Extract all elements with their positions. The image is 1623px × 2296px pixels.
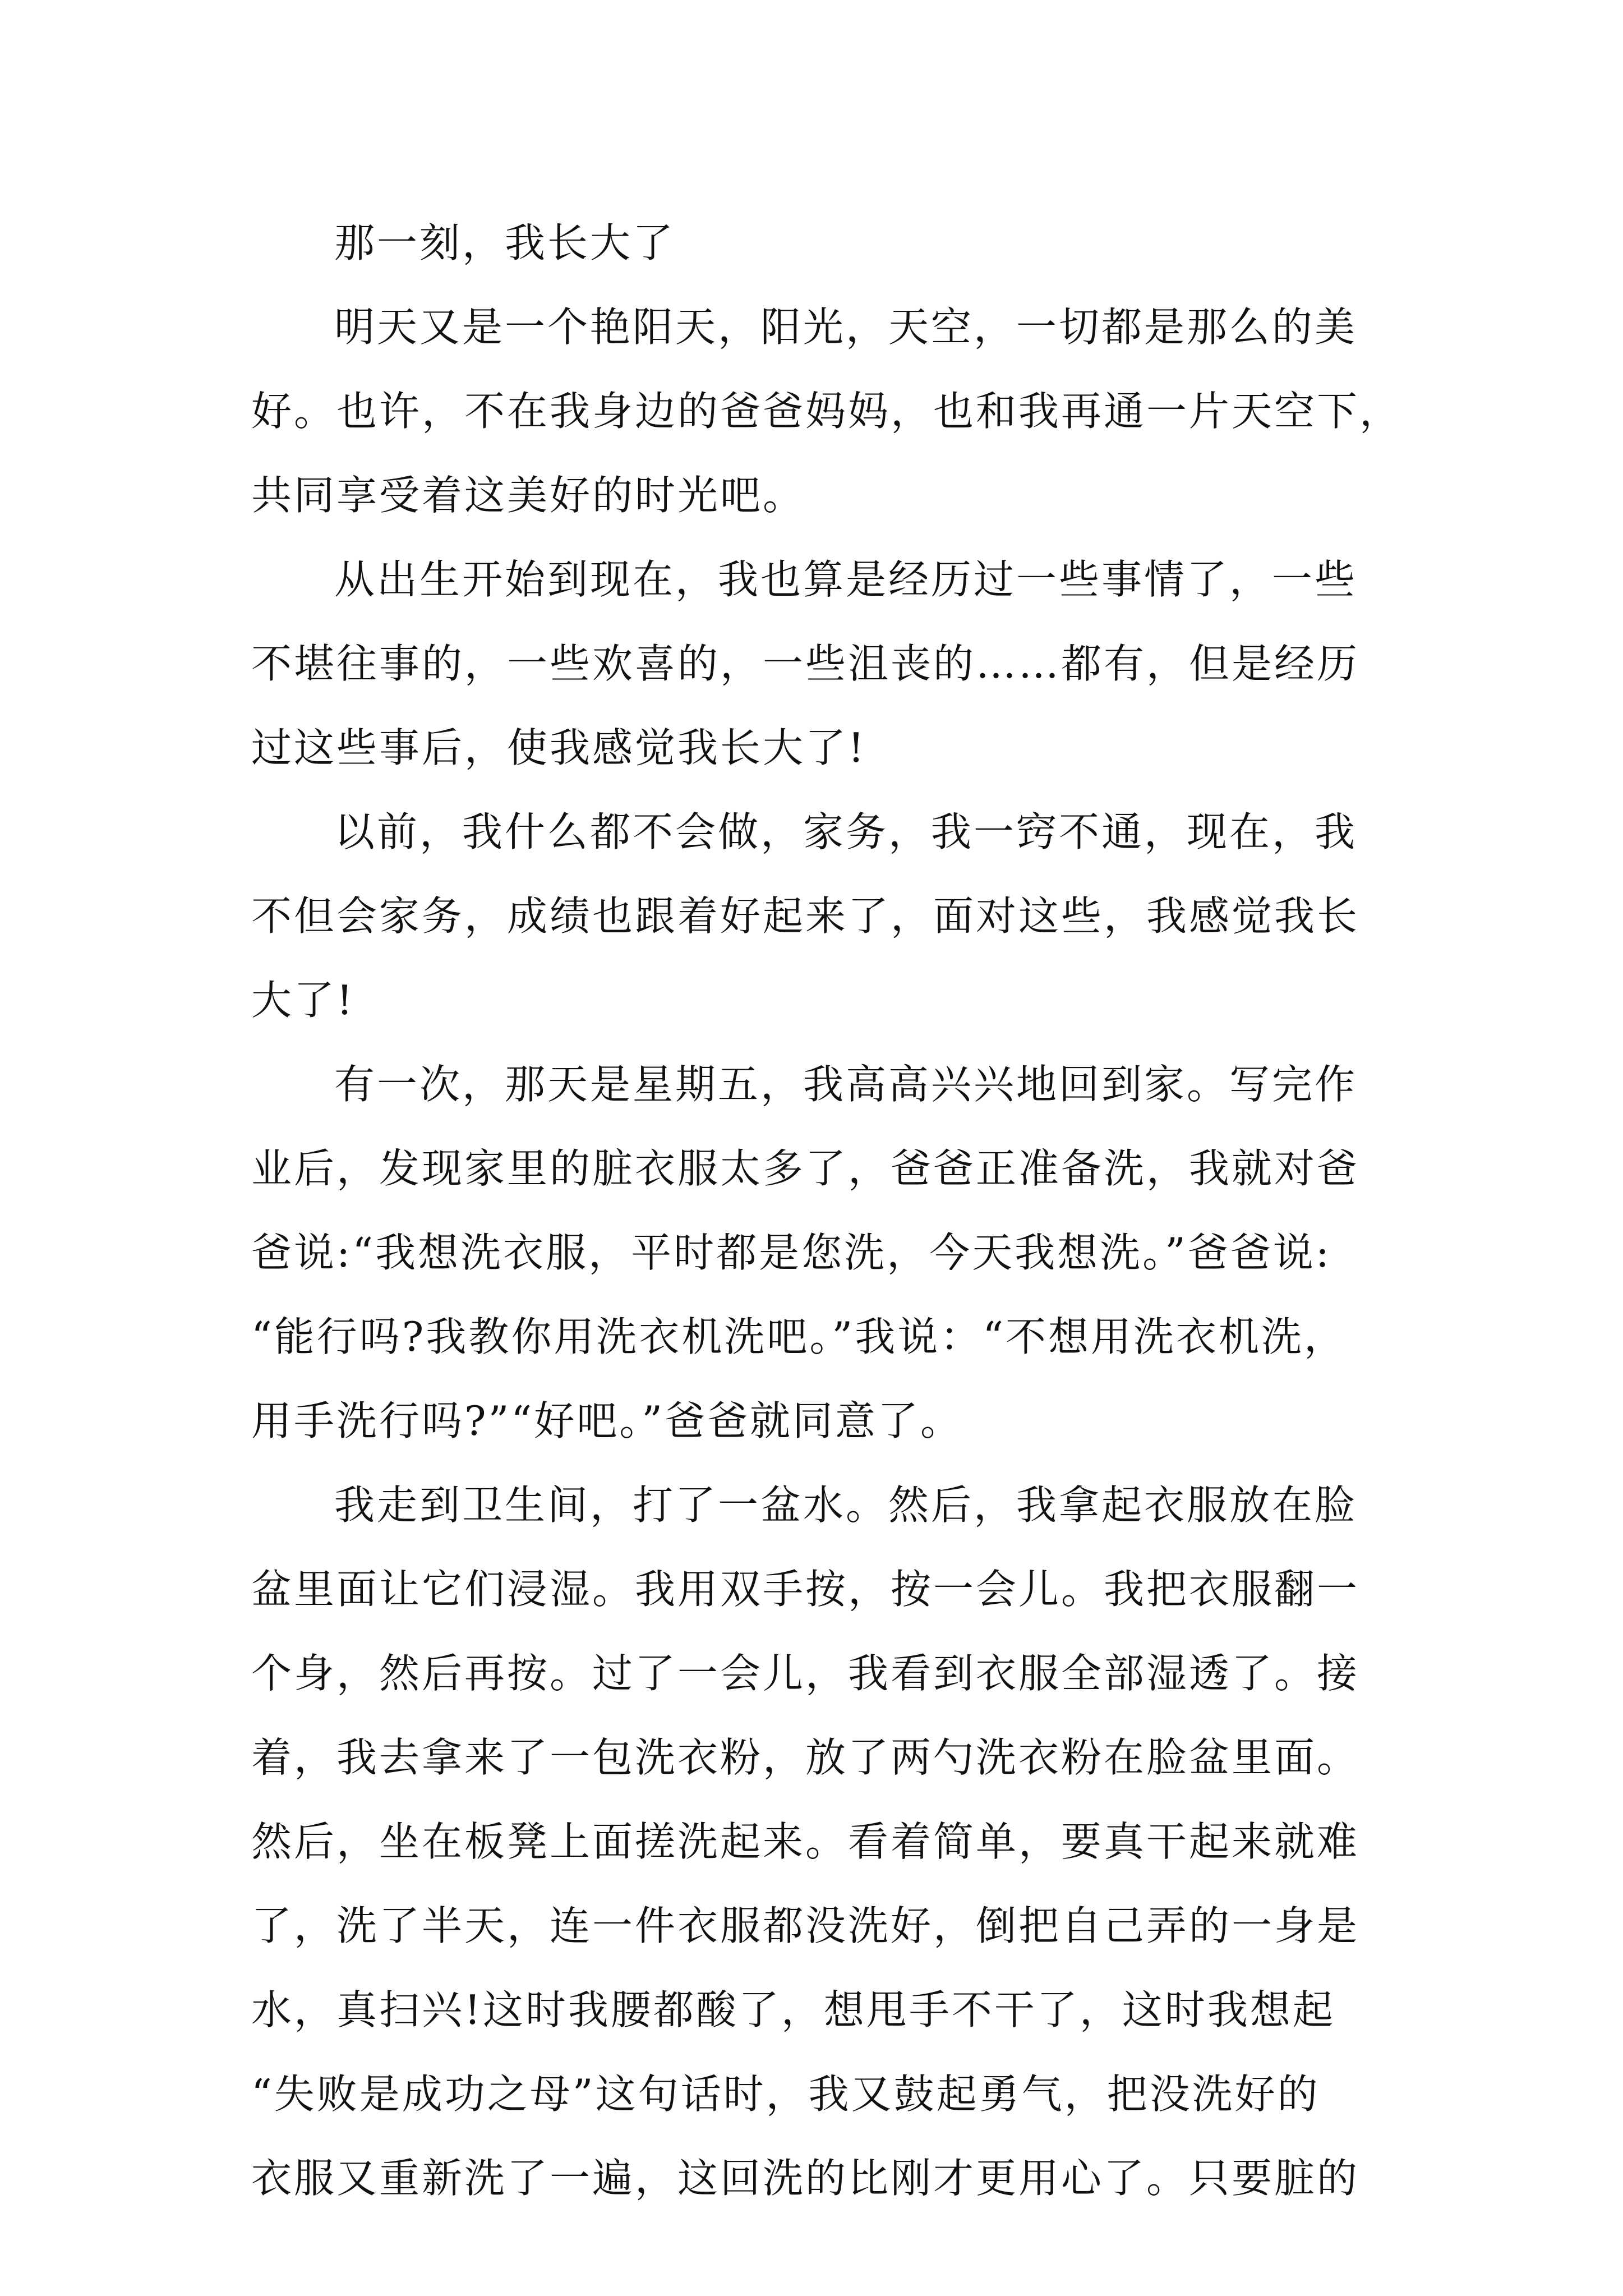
text-line: 然后，坐在板凳上面搓洗起来。看着简单，要真干起来就难 — [251, 1818, 1360, 1865]
text-line: 好。也许，不在我身边的爸爸妈妈，也和我再通一片天空下， — [251, 388, 1403, 435]
text-line: 大了! — [251, 977, 355, 1024]
body-text — [251, 201, 1403, 2220]
text-line: 我走到卫生间，打了一盆水。然后，我拿起衣服放在脸 — [334, 1481, 1358, 1529]
text-line: 共同享受着这美好的时光吧。 — [251, 472, 806, 519]
text-line: 有一次，那天是星期五，我高高兴兴地回到家。写完作 — [334, 1061, 1358, 1108]
text-line: 盆里面让它们浸湿。我用双手按，按一会儿。我把衣服翻一 — [251, 1566, 1360, 1613]
text-line: 着，我去拿来了一包洗衣粉，放了两勺洗衣粉在脸盆里面。 — [251, 1734, 1360, 1781]
text-line: 衣服又重新洗了一遍，这回洗的比刚才更用心了。只要脏的 — [251, 2155, 1360, 2202]
essay-title: 那一刻，我长大了 — [334, 219, 676, 266]
text-line: 不但会家务，成绩也跟着好起来了，面对这些，我感觉我长 — [251, 892, 1360, 940]
text-line: 了，洗了半天，连一件衣服都没洗好，倒把自己弄的一身是 — [251, 1902, 1360, 1949]
text-line: 明天又是一个艳阳天，阳光，天空，一切都是那么的美 — [334, 303, 1358, 351]
text-line: 业后，发现家里的脏衣服太多了，爸爸正准备洗，我就对爸 — [251, 1145, 1360, 1192]
text-line: 不堪往事的，一些欢喜的，一些沮丧的……都有，但是经历 — [251, 640, 1360, 687]
text-line: 过这些事后，使我感觉我长大了! — [251, 724, 866, 771]
text-line: 用手洗行吗?”“好吧。”爸爸就同意了。 — [251, 1397, 963, 1444]
text-line: “能行吗?我教你用洗衣机洗吧。”我说：“不想用洗衣机洗， — [251, 1313, 1347, 1360]
text-line: 爸说:“我想洗衣服，平时都是您洗，今天我想洗。”爸爸说: — [251, 1229, 1332, 1276]
text-line: “失败是成功之母”这句话时，我又鼓起勇气，把没洗好的 — [251, 2070, 1320, 2118]
text-line: 从出生开始到现在，我也算是经历过一些事情了，一些 — [334, 556, 1358, 603]
text-line: 个身，然后再按。过了一会儿，我看到衣服全部湿透了。接 — [251, 1650, 1360, 1697]
text-line: 以前，我什么都不会做，家务，我一窍不通，现在，我 — [334, 808, 1358, 855]
text-line: 水，真扫兴!这时我腰都酸了，想甩手不干了，这时我想起 — [251, 1986, 1335, 2033]
